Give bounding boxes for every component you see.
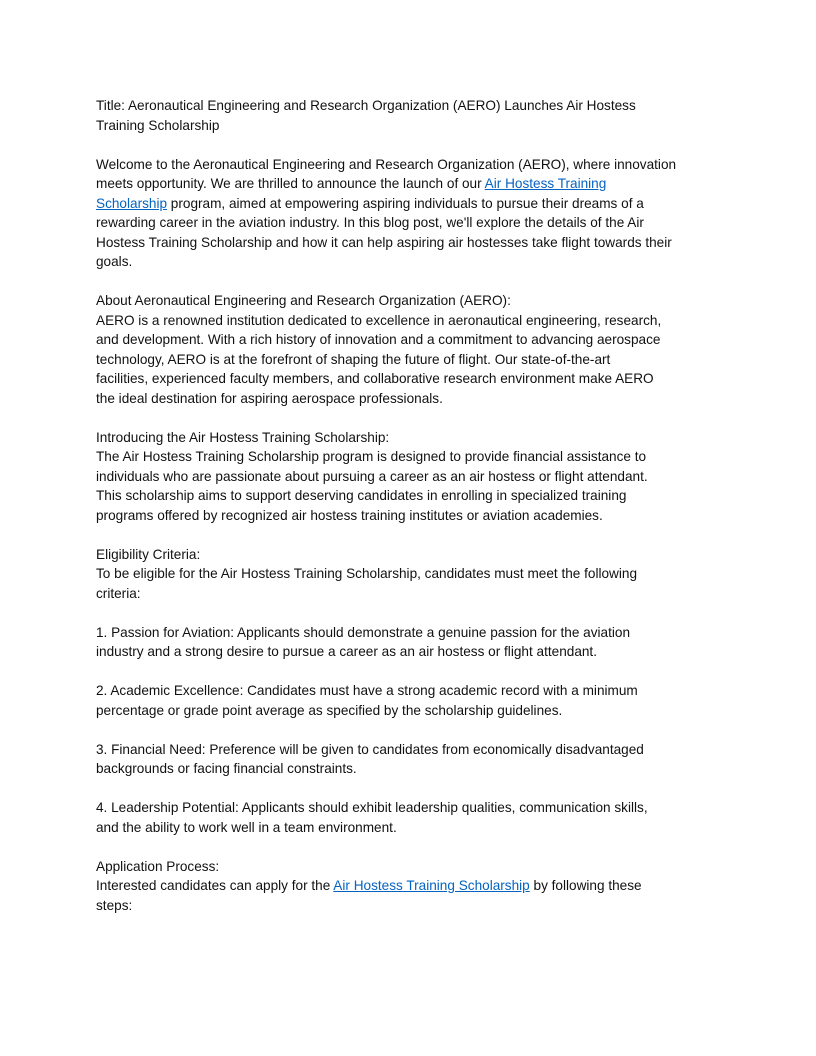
text-segment: AERO is a renowned institution dedicated to excellence in aeronautical engineering, research,	[96, 312, 662, 328]
text-segment: 4. Leadership Potential: Applicants should exhibit leadership qualities, communication skills,	[96, 800, 648, 815]
text-segment: Training Scholarship	[96, 117, 220, 133]
text-line	[96, 584, 736, 604]
paragraph-title	[96, 96, 736, 135]
text-segment: meets opportunity. We are thrilled to announce the launch of our	[96, 176, 485, 191]
text-segment: program, aimed at empowering aspiring individuals to pursue their dreams of a	[167, 195, 644, 211]
text-line	[96, 486, 736, 506]
text-segment: by following these	[529, 878, 642, 893]
text-segment: technology, AERO is at the forefront of shaping the future of flight. Our state-of-the-art	[96, 351, 611, 367]
text-line	[96, 369, 736, 389]
text-line	[96, 623, 736, 643]
text-segment: Interested candidates can apply for the	[96, 878, 334, 893]
text-segment: Welcome to the Aeronautical Engineering and Research Organization (AERO), where innovation	[96, 156, 677, 172]
text-segment: rewarding career in the aviation industry. In this blog post, we'll explore the details of the Air	[96, 215, 644, 230]
text-line	[96, 311, 736, 331]
scholarship-link[interactable]: Scholarship	[96, 195, 168, 211]
text-line	[96, 798, 736, 818]
blank-line	[96, 272, 736, 292]
text-line	[96, 857, 736, 877]
blank-line	[96, 525, 736, 545]
text-line	[96, 876, 736, 896]
text-segment: Eligibility Criteria:	[96, 546, 201, 562]
document-body	[96, 96, 736, 915]
text-line	[96, 545, 736, 565]
text-line	[96, 681, 736, 701]
blank-line	[96, 837, 736, 857]
text-segment: About Aeronautical Engineering and Research Organization (AERO):	[96, 293, 511, 308]
text-segment: goals.	[96, 254, 133, 269]
text-line	[96, 740, 736, 760]
scholarship-link[interactable]: Air Hostess Training Scholarship	[333, 878, 530, 893]
paragraph-welcome	[96, 155, 736, 272]
text-segment: 1. Passion for Aviation: Applicants should demonstrate a genuine passion for the aviation	[96, 624, 631, 640]
paragraph-criterion-1	[96, 623, 736, 662]
text-line	[96, 96, 736, 116]
text-line	[96, 467, 736, 487]
paragraph-criterion-4	[96, 798, 736, 837]
text-segment: and the ability to work well in a team environment.	[96, 819, 397, 835]
text-line	[96, 896, 736, 916]
blank-line	[96, 603, 736, 623]
paragraph-eligibility	[96, 545, 736, 604]
text-segment: and development. With a rich history of innovation and a commitment to advancing aerospace	[96, 332, 661, 347]
text-segment: backgrounds or facing financial constraints.	[96, 761, 357, 776]
text-segment: To be eligible for the Air Hostess Training Scholarship, candidates must meet the following	[96, 566, 638, 581]
text-segment: criteria:	[96, 585, 141, 601]
scholarship-link[interactable]: Air Hostess Training	[484, 176, 607, 191]
paragraph-criterion-2	[96, 681, 736, 720]
blank-line	[96, 662, 736, 682]
text-line	[96, 759, 736, 779]
text-segment: facilities, experienced faculty members, and collaborative research environment make AERO	[96, 371, 654, 386]
text-line	[96, 155, 736, 175]
text-segment: steps:	[96, 897, 133, 913]
text-line	[96, 701, 736, 721]
blank-line	[96, 408, 736, 428]
text-segment: Application Process:	[96, 858, 220, 874]
text-line	[96, 428, 736, 448]
text-segment: This scholarship aims to support deserving candidates in enrolling in specialized training	[96, 488, 627, 503]
text-line	[96, 116, 736, 136]
text-line	[96, 642, 736, 662]
text-segment: Title: Aeronautical Engineering and Research Organization (AERO) Launches Air Hostess	[96, 98, 636, 113]
text-segment: Introducing the Air Hostess Training Scholarship:	[96, 429, 390, 445]
paragraph-criterion-3	[96, 740, 736, 779]
paragraph-application	[96, 857, 736, 916]
text-segment: individuals who are passionate about pursuing a career as an air hostess or flight attendant.	[96, 468, 648, 484]
text-line	[96, 194, 736, 214]
text-line	[96, 350, 736, 370]
text-segment: programs offered by recognized air hostess training institutes or aviation academies.	[96, 507, 603, 523]
text-line	[96, 389, 736, 409]
text-segment: The Air Hostess Training Scholarship program is designed to provide financial assistance to	[96, 449, 647, 464]
text-line	[96, 213, 736, 233]
blank-line	[96, 135, 736, 155]
text-segment: 3. Financial Need: Preference will be given to candidates from economically disadvantaged	[96, 741, 644, 757]
text-line	[96, 564, 736, 584]
text-line	[96, 330, 736, 350]
text-segment: the ideal destination for aspiring aerospace professionals.	[96, 390, 443, 406]
text-segment: percentage or grade point average as specified by the scholarship guidelines.	[96, 702, 563, 718]
paragraph-introducing	[96, 428, 736, 526]
text-segment: 2. Academic Excellence: Candidates must have a strong academic record with a minimum	[96, 683, 638, 698]
text-line	[96, 447, 736, 467]
text-segment: Hostess Training Scholarship and how it can help aspiring air hostesses take flight towards their	[96, 234, 672, 250]
blank-line	[96, 779, 736, 799]
blank-line	[96, 720, 736, 740]
text-line	[96, 506, 736, 526]
text-line	[96, 233, 736, 253]
text-line	[96, 174, 736, 194]
text-line	[96, 252, 736, 272]
text-segment: industry and a strong desire to pursue a career as an air hostess or flight attendant.	[96, 644, 597, 659]
paragraph-about	[96, 291, 736, 408]
text-line	[96, 291, 736, 311]
text-line	[96, 818, 736, 838]
